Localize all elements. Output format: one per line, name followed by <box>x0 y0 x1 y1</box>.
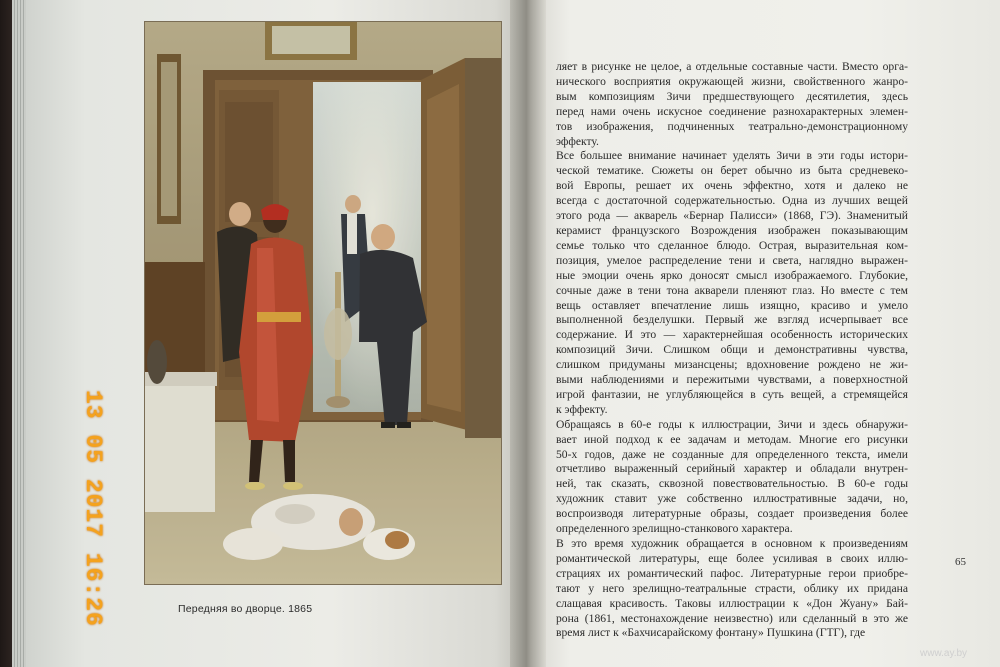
body-text-column <box>556 60 908 641</box>
text-line: выполненной безделушки. Первый же взгляд исчерпывает все <box>556 313 908 327</box>
text-line: к эффекту. <box>556 402 608 416</box>
text-line: композиций Зичи. Слишком общи и демонстративны чувства, <box>556 343 908 357</box>
text-line: страциях их романтический пафос. Литературные герои приобре- <box>556 566 908 580</box>
text-line: тают у него зрелищно-театральные страсти, облику их придана <box>556 581 908 595</box>
text-line: В это время художник обращается в основном к произведениям <box>556 537 908 550</box>
text-line: нического восприятия окружающей жизни, свойственного жанро- <box>556 74 908 88</box>
painting-image <box>145 22 501 584</box>
text-line: сочные даже в тени тона акварели пленяют глаз. Но вместе с тем <box>556 283 908 297</box>
text-line: ные эмоции очень ярко доносят смысл изображаемого. Глубокие, <box>556 268 908 282</box>
text-line: вает иной подход к ее задачам и методам. Многие его рисунки <box>556 432 908 446</box>
text-line: игрой фантазии, не углубляющейся в суть вещей, а стремящейся <box>556 387 908 401</box>
text-line: тов изображения, подчиненных театрально-демонстрационному <box>556 119 908 133</box>
text-line: Все большее внимание начинает уделять Зичи в эти годы истори- <box>556 149 908 163</box>
page-stack-edge <box>12 0 26 667</box>
book-gutter <box>510 0 546 667</box>
text-line: семье только что сделанное блюдо. Острая, выразительная ком- <box>556 238 908 252</box>
text-line: ней, так сказать, сквозной повествовательностью. В 60-е годы <box>556 477 908 491</box>
text-line: содержание. И это — характернейшая особенность исторических <box>556 328 908 342</box>
page-number: 65 <box>955 556 966 568</box>
text-line: определенного зрелищно-станкового характера. <box>556 522 793 536</box>
text-line: художник ставит уже собственно иллюстративные задачи, но, <box>556 492 908 506</box>
text-line: 50-х годов, даже не созданные для определенного текста, имели <box>556 447 908 461</box>
text-line: ляет в рисунке не целое, а отдельные составные части. Вместо орга- <box>556 60 908 73</box>
painting-caption: Передняя во дворце. 1865 <box>178 603 313 615</box>
text-line: этого рода — акварель «Бернар Палисси» (1868, ГЭ). Знаменитый <box>556 209 908 223</box>
text-line: всегда с достаточной содержательностью. Одна из лучших вещей <box>556 194 908 208</box>
text-line: позиция, умелое распределение тени и света, наглядно выражен- <box>556 253 908 267</box>
text-line: воспроизводя литературные образы, создает произведения более <box>556 507 908 521</box>
text-line: керамист французского Возрождения изображен показывающим <box>556 223 908 237</box>
text-line: вещь оставляет впечатление лишь изящно, красиво и умело <box>556 298 908 312</box>
text-line: эффекту. <box>556 134 599 148</box>
text-line: слащавая красивость. Таковы иллюстрации к «Дон Жуану» Бай- <box>556 596 908 610</box>
text-line: слишком придуманы мизансцены; вдохновение рождено не жи- <box>556 358 908 372</box>
date-stamp-text: 13 05 2017 16:26 <box>80 390 106 627</box>
text-line: перед нами очень искусное соединение разнохарактерных элемен- <box>556 104 908 118</box>
text-line: Обращаясь в 60-е годы к иллюстрации, Зичи и здесь обнаружи- <box>556 417 908 431</box>
text-line: ческой тематике. Сюжеты он берет обычно из быта средневеко- <box>556 164 908 178</box>
text-line: отчетливо выраженный серийный характер и обладали внутрен- <box>556 462 908 476</box>
camera-date-stamp <box>80 390 126 650</box>
painting-illustration <box>145 22 501 584</box>
site-watermark: www.ay.by <box>920 648 968 659</box>
text-line: вым композициям Зичи предшествующего десятилетия, здесь <box>556 89 908 103</box>
text-line: вой Европы, решает их очень эффектно, хотя и далеко не <box>556 179 908 193</box>
text-line: романтической литературы, еще более усиливая в своих иллю- <box>556 551 908 565</box>
text-line: рона (1861, местонахождение неизвестно) или сделанный в это же <box>556 611 908 625</box>
text-line: время лист к «Бахчисарайскому фонтану» Пушкина (ГТГ), где <box>556 626 866 640</box>
text-line: выми наблюдениями и пережитыми чувствами, а поверхностной <box>556 373 908 387</box>
